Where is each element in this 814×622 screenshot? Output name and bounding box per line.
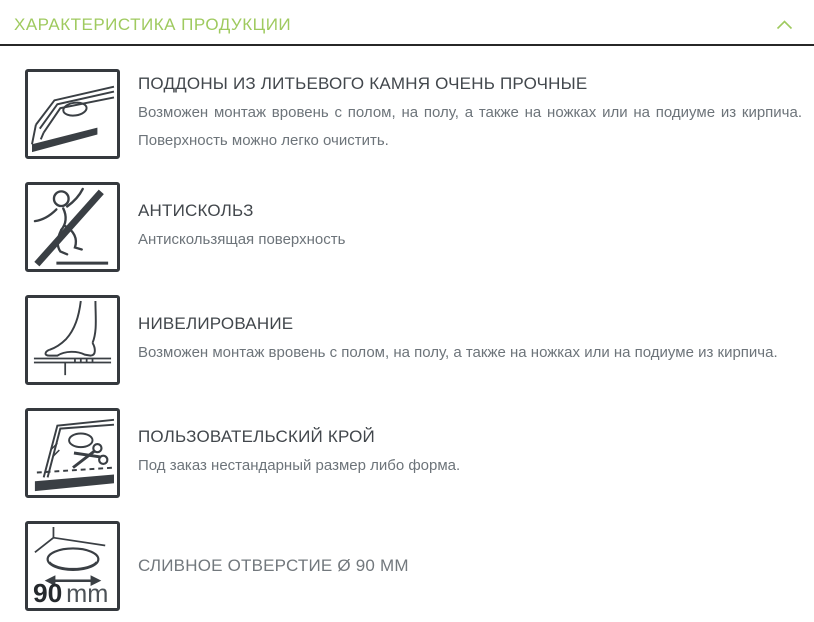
feature-description: Возможен монтаж вровень с полом, на полу, а также на ножках или на подиуме из кирпича. Поверхность можно легко очистить. xyxy=(138,103,802,149)
shower-tray-corner-icon xyxy=(25,69,120,159)
leveling-foot-icon xyxy=(25,295,120,385)
drain-size-unit: mm xyxy=(66,580,109,607)
feature-title: ПОДДОНЫ ИЗ ЛИТЬЕВОГО КАМНЯ ОЧЕНЬ ПРОЧНЫЕ xyxy=(138,73,588,93)
feature-row xyxy=(25,182,802,272)
feature-title: ПОЛЬЗОВАТЕЛЬСКИЙ КРОЙ xyxy=(138,426,375,446)
feature-description: Под заказ нестандарный размер либо форма. xyxy=(138,456,461,474)
feature-description: Антискользящая поверхность xyxy=(138,230,346,248)
feature-description: Возможен монтаж вровень с полом, на полу, а также на ножках или на подиуме из кирпича. xyxy=(138,343,778,361)
anti-slip-icon xyxy=(25,182,120,272)
feature-title: АНТИСКОЛЬЗ xyxy=(138,200,254,220)
feature-row xyxy=(25,521,802,611)
section-title: ХАРАКТЕРИСТИКА ПРОДУКЦИИ xyxy=(14,15,292,34)
feature-title: СЛИВНОЕ ОТВЕРСТИЕ Ø 90 ММ xyxy=(138,556,409,575)
feature-title: НИВЕЛИРОВАНИЕ xyxy=(138,313,294,333)
custom-cut-scissors-icon xyxy=(25,408,120,498)
feature-list xyxy=(0,46,814,611)
feature-row xyxy=(25,69,802,159)
chevron-up-icon[interactable] xyxy=(776,20,793,30)
feature-row xyxy=(25,295,802,385)
accordion-header[interactable] xyxy=(0,0,814,46)
drain-size-value: 90 xyxy=(32,578,63,607)
feature-row xyxy=(25,408,802,498)
drain-hole-diameter-icon xyxy=(25,521,120,611)
